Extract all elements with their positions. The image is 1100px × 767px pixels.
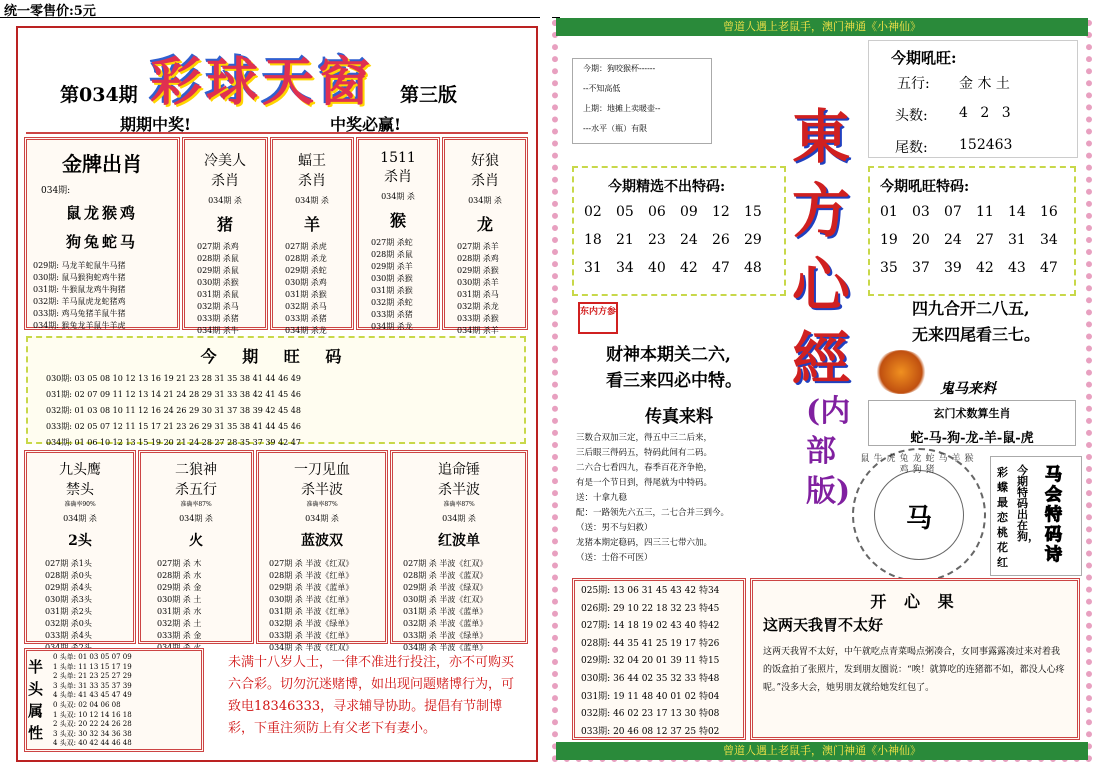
kill-row: 031期 杀猴	[371, 286, 413, 295]
houwang-te-num: 47	[1040, 260, 1058, 276]
banshou-row: 3 头双: 30 32 34 36 38	[53, 729, 132, 738]
bottom-row: 029期 杀 半波《蓝单》	[269, 583, 354, 592]
bottom-row: 028期 杀0头	[45, 571, 92, 580]
kill-row: 028期 杀鸡	[457, 254, 499, 263]
houwang-title: 今期吼旺:	[891, 49, 957, 67]
kaixin-body: 这两天我胃不太好，中午就吃点青菜喝点粥凑合，女同事露露凑过来对着我的饭盒拍了张照片，发到朋友圈说：“唉！就算吃的连猪都不如，都没人心疼呢。”没多大会，她男朋友就给她发红包了。	[763, 647, 1065, 693]
kill-row: 034期 杀羊	[457, 326, 499, 335]
jingxuan-num: 23	[648, 232, 666, 248]
bottom-col-name: 九头鹰	[59, 462, 101, 478]
kaixin-subtitle: 这两天我胃不太好	[763, 616, 884, 634]
houwang-te-num: 31	[1008, 232, 1026, 248]
history-panel	[572, 578, 746, 740]
chuanzhen-title: 传真来料	[645, 407, 713, 427]
retail-price: 统一零售价:5元	[4, 4, 96, 19]
top-banner: 曾道人遇上老鼠手，澳门神通《小神仙》	[556, 18, 1088, 36]
gold-history-row: 031期: 牛猴鼠龙鸡牛狗猪	[33, 285, 126, 294]
houwang-te-num: 14	[1008, 204, 1026, 220]
wangma-row: 031期: 02 07 09 11 12 13 14 21 24 28 29 31 33 38 42 41 45 46	[46, 390, 301, 399]
banshou-row: 4 头单: 41 43 45 47 49	[53, 691, 132, 700]
wangma-row: 030期: 03 05 08 10 12 13 16 19 21 23 28 31 35 38 41 44 46 49	[46, 374, 301, 383]
bottom-row: 029期 杀4头	[45, 583, 92, 592]
kill-col-name: 蝠王	[298, 153, 326, 169]
kill-row: 030期 杀猴	[371, 274, 413, 283]
verse-line: 无来四尾看三七。	[912, 325, 1041, 344]
bottom-col-sub: 杀半波	[301, 482, 343, 498]
bottom-row: 029期 杀 半波《绿双》	[403, 583, 488, 592]
kill-row: 031期 杀鼠	[197, 290, 239, 299]
houwang-te-num: 39	[944, 260, 962, 276]
wei-label: 尾数:	[895, 140, 928, 156]
bottom-col-issue: 034期 杀	[179, 514, 213, 523]
edition: 第三版	[400, 84, 458, 106]
wheel-ring: 鼠牛虎兔龙蛇马羊猴鸡狗猪	[860, 454, 978, 475]
kill-col-2	[270, 137, 354, 335]
kill-col-4	[442, 137, 528, 335]
kill-row: 030期 杀羊	[457, 278, 499, 287]
bottom-row: 030期 杀 土	[157, 595, 202, 604]
xuanmen-title: 玄门术数算生肖	[933, 407, 1011, 420]
kill-row: 034期 杀牛	[197, 326, 239, 335]
kill-row: 033期 杀猴	[457, 314, 499, 323]
bottom-col-name: 二狼神	[175, 462, 217, 478]
bottom-row: 030期 杀 半波《红双》	[403, 595, 488, 604]
kill-row: 033期 杀猪	[285, 314, 327, 323]
riddle-line: 上期：地摊上卖暖壶--	[583, 104, 661, 113]
bottom-col-issue: 034期 杀	[305, 514, 339, 523]
bottom-col-rate: 准确率90%	[64, 501, 96, 508]
wangma-panel	[26, 336, 526, 447]
kill-row: 030期 杀鸡	[285, 278, 327, 287]
kill-row: 029期 杀蛇	[285, 266, 327, 275]
bottom-row: 033期 杀 半波《红单》	[269, 631, 354, 640]
wuxing-label: 五行:	[897, 76, 930, 92]
gold-title: 金牌出肖	[62, 152, 142, 176]
kill-row: 027期 杀蛇	[371, 238, 413, 247]
tou-value: 4 2 3	[959, 105, 1015, 121]
jingxuan-num: 48	[744, 260, 762, 276]
kaixin-panel	[750, 578, 1080, 740]
history-row: 028期: 44 35 41 25 19 17 特26	[581, 638, 720, 649]
slogan-right: 中奖必赢!	[330, 115, 402, 134]
legal-notice: 未满十八岁人士，一律不准进行投注，亦不可购买六合彩。切勿沉迷赌博，如出现问题赌博行为，可致电18346333，寻求辅导协助。提倡有节制博彩，下重注须防上有父老下有妻小。	[228, 655, 515, 736]
jingxuan-panel	[572, 166, 786, 296]
tiger-icon	[874, 350, 928, 394]
kill-col-sub: 杀肖	[384, 169, 412, 185]
houwang-te-num: 01	[880, 204, 898, 220]
bottom-row: 033期 杀4头	[45, 631, 92, 640]
gold-history-row: 033期: 鸡马兔猪羊鼠牛猪	[33, 309, 126, 318]
bottom-col-rate: 准确率87%	[306, 501, 338, 508]
jingxuan-title: 今期精选不出特码:	[608, 179, 726, 195]
wangma-row: 033期: 02 05 07 12 11 15 17 21 23 26 29 31 35 38 41 44 45 46	[46, 422, 301, 431]
banshou-row: 2 头双: 20 22 24 26 28	[53, 720, 132, 729]
riddle-box	[572, 58, 712, 144]
houwang-te-title: 今期吼旺特码:	[880, 179, 970, 195]
houwang-box	[868, 40, 1078, 158]
issue-number: 第034期	[60, 84, 138, 106]
wangma-row: 034期: 01 06 10 12 13 15 19 20 21 24 28 27 28 35 37 39 42 47	[46, 438, 301, 447]
chuanzhen-line: 有是一个节日到，得尾就为中特码。	[576, 478, 713, 488]
gold-history-row: 030期: 鼠马猴狗蛇鸡牛猪	[33, 273, 126, 282]
jingxuan-num: 29	[744, 232, 762, 248]
top-rule	[0, 17, 560, 18]
houwang-te-num: 19	[880, 232, 898, 248]
caishen	[606, 342, 742, 394]
bottom-row: 028期 杀 半波《红单》	[269, 571, 354, 580]
kill-row: 029期 杀猴	[457, 266, 499, 275]
kill-col-sub: 杀肖	[298, 173, 326, 189]
wuxing-value: 金 木 土	[959, 76, 1010, 92]
side-poem-line: 彩蝶最恋桃花红	[997, 466, 1008, 569]
kill-col-issue: 034期 杀	[295, 196, 329, 205]
jingxuan-num: 18	[584, 232, 602, 248]
bottom-row: 031期 杀2头	[45, 607, 92, 616]
banshou-row: 3 头单: 31 33 35 37 39	[53, 681, 132, 690]
bottom-row: 030期 杀 半波《红单》	[269, 595, 354, 604]
bottom-col-result: 蓝波双	[301, 533, 343, 549]
bottom-col-issue: 034期 杀	[442, 514, 476, 523]
kill-row: 034期 杀龙	[371, 322, 413, 331]
kill-row: 028期 杀龙	[285, 254, 327, 263]
kill-row: 032期 杀马	[285, 302, 327, 311]
bottom-row: 032期 杀0头	[45, 619, 92, 628]
kill-row: 030期 杀猴	[197, 278, 239, 287]
xuanmen-box	[868, 400, 1076, 446]
banshou-row: 1 头双: 10 12 14 16 18	[53, 710, 132, 719]
jingxuan-num: 05	[616, 204, 634, 220]
history-row: 025期: 13 06 31 45 43 42 特34	[581, 586, 720, 596]
gold-panel	[24, 137, 180, 330]
bottom-row: 032期 杀 半波《蓝单》	[403, 619, 488, 628]
kill-col-name: 冷美人	[204, 153, 246, 169]
history-row: 027期: 14 18 19 02 43 40 特42	[581, 621, 720, 632]
bottom-row: 028期 杀 水	[157, 571, 202, 580]
bottom-col-result: 2头	[68, 533, 92, 549]
kill-col-issue: 034期 杀	[208, 196, 242, 205]
banshou-label-text: 半头属性	[28, 658, 44, 742]
kill-col-sub: 杀肖	[211, 173, 239, 189]
kill-col-issue: 034期 杀	[381, 192, 415, 201]
bottom-col-result: 火	[189, 533, 203, 549]
kill-col-sub: 杀肖	[471, 173, 499, 189]
houwang-te-num: 11	[976, 204, 994, 220]
verse-right	[912, 296, 1040, 348]
banshou-row: 4 头双: 40 42 44 46 48	[53, 739, 132, 748]
jingxuan-num: 31	[584, 260, 602, 276]
jingxuan-num: 34	[616, 260, 634, 276]
houwang-te-panel	[868, 166, 1076, 296]
chuanzhen-panel	[576, 402, 782, 572]
bottom-row: 032期 杀 土	[157, 619, 202, 628]
houwang-te-num: 43	[1008, 260, 1026, 276]
wangma-row: 032期: 01 03 08 10 11 12 16 24 26 29 30 31 37 38 39 42 45 48	[46, 406, 301, 415]
caishen-line: 财神本期关二六,	[606, 345, 731, 365]
history-row: 032期: 46 02 23 17 13 30 特08	[581, 709, 720, 720]
bottom-col-2	[138, 450, 254, 644]
banshou-table	[53, 653, 132, 749]
big-subtitle: (内部版)	[806, 394, 851, 509]
kill-row: 033期 杀猪	[197, 314, 239, 323]
bottom-row: 027期 杀 半波《红双》	[403, 559, 488, 568]
bottom-col-sub: 杀五行	[175, 482, 217, 498]
houwang-te-num: 03	[912, 204, 930, 220]
chuanzhen-line: 二六合七看四九，春季百花齐争艳，	[576, 463, 713, 473]
kill-row: 032期 杀龙	[457, 302, 499, 311]
side-title: 马会特码诗	[1045, 465, 1062, 565]
kill-row: 028期 杀鼠	[371, 250, 413, 259]
kill-row: 027期 杀鸡	[197, 242, 239, 251]
bottom-col-4	[390, 450, 528, 652]
kill-row: 032期 杀蛇	[371, 298, 413, 307]
kill-col-result: 龙	[476, 215, 493, 234]
jingxuan-num: 12	[712, 204, 730, 220]
houwang-te-num: 07	[944, 204, 962, 220]
history-row: 026期: 29 10 22 18 32 23 特45	[581, 603, 720, 614]
kill-row: 031期 杀猴	[285, 290, 327, 299]
bottom-row: 031期 杀 半波《蓝单》	[403, 607, 488, 616]
kaixin-title: 开 心 果	[870, 592, 960, 611]
history-row: 029期: 32 04 20 01 39 11 特15	[581, 656, 720, 667]
kill-row: 029期 杀鼠	[197, 266, 239, 275]
gold-history-row: 029期: 马龙羊蛇鼠牛马猪	[33, 261, 126, 270]
tou-label: 头数:	[895, 108, 928, 124]
bottom-row: 034期 杀 半波《红双》	[269, 643, 354, 652]
houwang-te-num: 35	[880, 260, 898, 276]
jingxuan-num: 47	[712, 260, 730, 276]
zodiac-wheel	[852, 448, 986, 582]
chuanzhen-line: （送：男不与妇救）	[576, 523, 653, 533]
gold-history-row: 032期: 羊马鼠虎龙蛇猪鸡	[33, 297, 126, 306]
stamp: 东内方参	[578, 302, 618, 334]
kill-col-result: 羊	[303, 215, 320, 234]
chuanzhen-line: 送：十拿九稳	[576, 493, 628, 503]
bottom-col-rate: 准确率87%	[180, 501, 212, 508]
kill-row: 033期 杀猪	[371, 310, 413, 319]
history-row: 030期: 36 44 02 35 32 33 特48	[581, 673, 720, 684]
gold-history	[33, 260, 177, 332]
chuanzhen-line: 配：一路领先六五三，二七合并三到今。	[576, 508, 730, 518]
jingxuan-num: 02	[584, 204, 602, 220]
houwang-te-num: 37	[912, 260, 930, 276]
wangma-title: 今 期 旺 码	[200, 347, 352, 366]
bottom-col-sub: 禁头	[66, 482, 94, 498]
masthead-title: 彩球天窗	[150, 52, 375, 113]
history-row: 033期: 20 46 08 12 37 25 特02	[581, 726, 720, 737]
wheel-center: 马	[906, 504, 933, 534]
kill-row: 034期 杀龙	[285, 326, 327, 335]
kill-row: 027期 杀羊	[457, 242, 499, 251]
bottom-col-1	[24, 450, 136, 644]
houwang-te-num: 42	[976, 260, 994, 276]
xuanmen-zodiac: 蛇-马-狗-龙-羊-鼠-虎	[910, 431, 1034, 446]
jingxuan-num: 24	[680, 232, 698, 248]
verse-line: 四九合开二八五,	[912, 299, 1030, 318]
bottom-row: 034期 杀 半波《蓝单》	[403, 643, 488, 652]
bottom-row: 027期 杀 半波《红双》	[269, 559, 354, 568]
riddle-line: --不知高低	[583, 84, 621, 93]
kill-row: 032期 杀马	[197, 302, 239, 311]
page-gutter	[540, 0, 552, 767]
kill-col-name: 好狼	[471, 153, 499, 169]
chuanzhen-line: 三后眼三得码五，特码此间有二码。	[576, 448, 713, 458]
jingxuan-num: 15	[744, 204, 762, 220]
kill-col-1	[182, 137, 268, 335]
kill-row: 029期 杀羊	[371, 262, 413, 271]
bottom-col-3	[256, 450, 388, 652]
jingxuan-num: 21	[616, 232, 634, 248]
gold-history-row: 034期: 猴兔龙羊鼠牛羊虎	[33, 321, 126, 330]
bottom-row: 031期 杀 半波《红单》	[269, 607, 354, 616]
bottom-col-result: 红波单	[438, 533, 480, 549]
kill-col-result: 猴	[389, 211, 406, 230]
bottom-col-name: 一刀见血	[294, 462, 350, 478]
banshou-row: 2 头单: 21 23 25 27 29	[53, 672, 132, 681]
gold-row1: 鼠龙猴鸡	[65, 204, 138, 222]
riddle-line: ---水平（瓶）有限	[583, 124, 648, 133]
bottom-col-issue: 034期 杀	[63, 514, 97, 523]
banshou-row: 0 头双: 02 04 06 08	[53, 700, 121, 709]
bottom-col-name: 追命锤	[438, 462, 480, 478]
bottom-row: 033期 杀 半波《绿单》	[403, 631, 488, 640]
houwang-te-num: 24	[944, 232, 962, 248]
houwang-te-num: 27	[976, 232, 994, 248]
kill-row: 031期 杀马	[457, 290, 499, 299]
masthead-rule	[26, 132, 528, 134]
big-title: 東方心經	[792, 103, 851, 393]
kill-row: 027期 杀虎	[285, 242, 327, 251]
bottom-row: 031期 杀 水	[157, 607, 202, 616]
jingxuan-num: 09	[680, 204, 698, 220]
wei-value: 152463	[959, 137, 1013, 153]
bottom-row: 032期 杀 半波《绿单》	[269, 619, 354, 628]
jingxuan-num: 26	[712, 232, 730, 248]
chuanzhen-line: 三数合双加三定，得五中三二后来，	[576, 433, 713, 443]
kill-col-3	[356, 137, 440, 330]
banshou-row: 1 头单: 11 13 15 17 19	[53, 662, 132, 671]
bottom-row: 028期 杀 半波《蓝双》	[403, 571, 488, 580]
history-row: 031期: 19 11 48 40 01 02 特04	[581, 691, 720, 702]
banshou-panel	[24, 648, 204, 752]
jingxuan-num: 42	[680, 260, 698, 276]
jingxuan-num: 06	[648, 204, 666, 220]
side-poem-line: 今期特码出在狗，	[1017, 464, 1039, 543]
jingxuan-num: 40	[648, 260, 666, 276]
kill-col-issue: 034期 杀	[468, 196, 502, 205]
bottom-row: 033期 杀 金	[157, 631, 202, 640]
kill-col-result: 猪	[216, 215, 233, 234]
houwang-te-num: 34	[1040, 232, 1058, 248]
bottom-row: 030期 杀3头	[45, 595, 92, 604]
kill-row: 028期 杀鼠	[197, 254, 239, 263]
banshou-row: 0 头单: 01 03 05 07 09	[53, 653, 132, 661]
chuanzhen-line: 龙猪本期定稳码，四三三七带六加。	[576, 538, 713, 548]
bottom-row: 029期 杀 金	[157, 583, 202, 592]
bottom-row: 027期 杀1头	[45, 559, 92, 568]
bottom-banner: 曾道人遇上老鼠手，澳门神通《小神仙》	[556, 742, 1088, 760]
kill-col-name: 1511	[380, 150, 416, 166]
riddle-line: 今期：狗咬猴杯------	[583, 64, 656, 73]
gold-issue: 034期:	[41, 186, 71, 196]
gold-row2: 狗兔蛇马	[65, 233, 138, 251]
bottom-col-sub: 杀半波	[438, 482, 480, 498]
bottom-col-rate: 准确率87%	[443, 501, 475, 508]
guima-label: 鬼马来料	[940, 381, 996, 397]
houwang-te-num: 20	[912, 232, 930, 248]
bottom-row: 027期 杀 木	[157, 559, 202, 568]
side-poem-box	[990, 456, 1082, 576]
slogan-left: 期期中奖!	[120, 115, 192, 134]
caishen-line: 看三来四必中特。	[606, 371, 742, 391]
chuanzhen-line: （送：士俗不可医）	[576, 553, 653, 563]
houwang-te-num: 16	[1040, 204, 1058, 220]
